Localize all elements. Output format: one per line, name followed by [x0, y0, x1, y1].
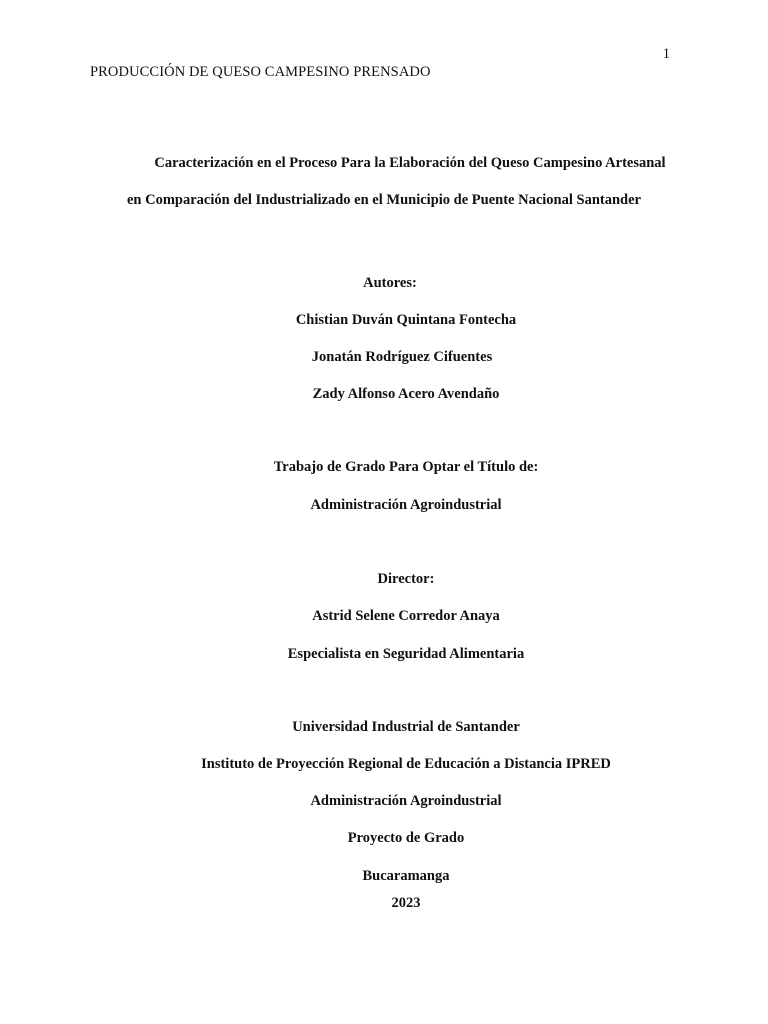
program-name: Administración Agroindustrial — [310, 793, 502, 809]
author-name: Zady Alfonso Acero Avendaño — [312, 386, 500, 402]
running-head: PRODUCCIÓN DE QUESO CAMPESINO PRENSADO — [90, 64, 431, 80]
author-name: Jonatán Rodríguez Cifuentes — [311, 349, 493, 365]
university-name: Universidad Industrial de Santander — [292, 719, 520, 735]
author-name: Chistian Duván Quintana Fontecha — [295, 312, 517, 328]
title-line-1: Caracterización en el Proceso Para la Elaboración del Queso Campesino Artesanal — [154, 155, 666, 171]
institute-name: Instituto de Proyección Regional de Educación a Distancia IPRED — [201, 756, 611, 772]
degree-program: Administración Agroindustrial — [310, 497, 502, 513]
authors-heading: Autores: — [363, 275, 417, 291]
director-heading: Director: — [377, 571, 435, 587]
director-name: Astrid Selene Corredor Anaya — [312, 608, 500, 624]
year: 2023 — [391, 895, 421, 911]
page-number: 1 — [662, 46, 670, 62]
title-line-2: en Comparación del Industrializado en el Municipio de Puente Nacional Santander — [127, 192, 641, 208]
project-type: Proyecto de Grado — [347, 830, 465, 846]
director-specialty: Especialista en Seguridad Alimentaria — [287, 646, 525, 662]
degree-statement: Trabajo de Grado Para Optar el Título de: — [273, 459, 539, 475]
city: Bucaramanga — [362, 868, 450, 884]
